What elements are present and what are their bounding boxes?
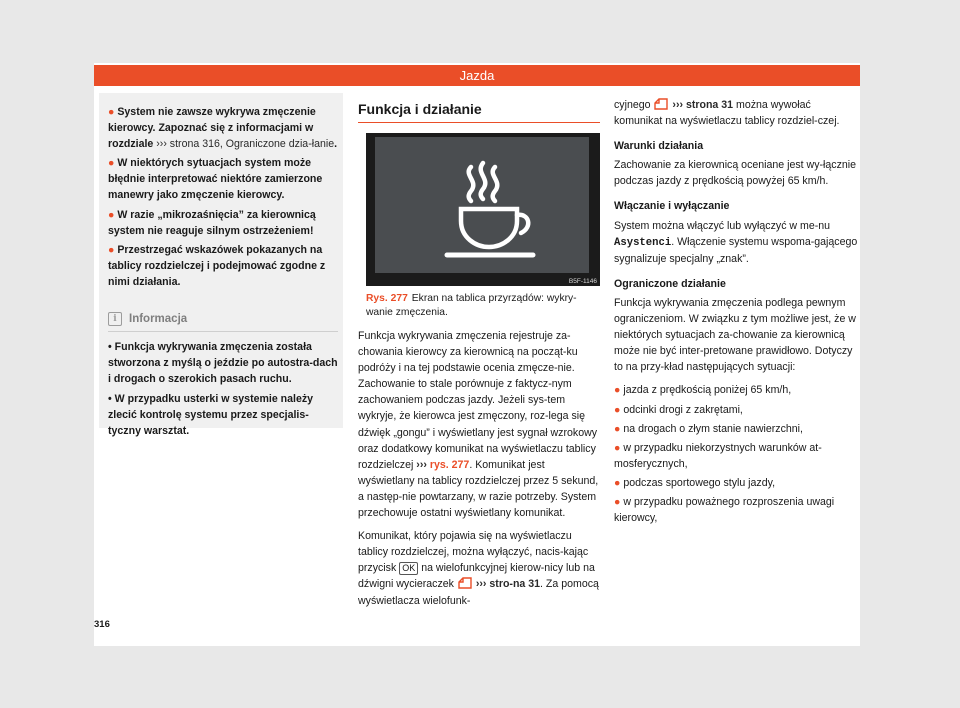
middle-text [358, 328, 602, 616]
ok-key-icon: OK [399, 562, 418, 575]
figure-code: B5F-1146 [568, 278, 597, 285]
bullet-icon: ● [108, 106, 118, 118]
info-item: • Funkcja wykrywania zmęczenia została stworzona z myślą o jeździe po autostra-dach i drogach o szerokich pasach ruchu. [108, 341, 338, 386]
paragraph: Zachowanie za kierownicą oceniane jest wy-łącznie podczas jazdy z prędkością powyżej 65 km/h. [614, 159, 857, 188]
bullet-icon: ● [614, 495, 624, 508]
bullet-icon: ● [108, 243, 118, 256]
info-icon: i [108, 312, 122, 326]
info-list [108, 339, 340, 442]
page-ref-icon [457, 577, 473, 589]
subheading: Ograniczone działanie [614, 277, 726, 290]
chapter-header: Jazda [94, 65, 860, 86]
conditions-list [614, 382, 858, 526]
figure-277 [366, 133, 600, 286]
bullet-icon: ● [614, 384, 624, 397]
page-ref-icon [653, 98, 669, 110]
bullet-icon: ● [614, 422, 624, 435]
bullet-icon: ● [108, 208, 118, 221]
page-link[interactable]: ››› strona 316, Ograniczone dzia-łanie [156, 138, 335, 151]
subheading: Włączanie i wyłączanie [614, 200, 730, 213]
list-item: ● odcinki drogi z zakrętami, [614, 403, 743, 416]
coffee-cup-icon [375, 137, 589, 273]
figure-caption: Rys. 277 Ekran na tablica przyrządów: wykry-wanie zmęczenia. [366, 293, 577, 318]
list-item: ● na drogach o złym stanie nawierzchni, [614, 422, 803, 435]
bullet-icon: ● [108, 157, 118, 170]
page-link[interactable]: ››› stro-na 31 [457, 578, 540, 590]
figure-number: Rys. 277 [366, 293, 408, 304]
section-title: Funkcja i działanie [358, 101, 482, 117]
bullet-icon: ● [614, 441, 624, 454]
list-item: ● jazda z prędkością poniżej 65 km/h, [614, 384, 792, 397]
paragraph: cyjnego ››› strona 31 można wywołać komunikat na wyświetlaczu tablicy rozdziel-czej. [614, 99, 840, 128]
manual-page [94, 63, 860, 646]
warning-item: ● W razie „mikrozaśnięcia” za kierownicą system nie reaguje silnym ostrzeżeniem! [108, 208, 316, 237]
info-title: Informacja [129, 313, 188, 325]
warning-item: ● System nie zawsze wykrywa zmęczenie kierowcy. Zapoznać się z informacjami w rozdziale ››› strona 316, Ograniczone dzia-łanie. [108, 106, 338, 151]
info-header [108, 311, 187, 327]
page-link[interactable]: ››› strona 31 [653, 99, 733, 111]
info-box [99, 303, 343, 438]
right-text [614, 97, 858, 529]
figure-link[interactable]: ››› rys. 277 [416, 458, 470, 471]
bullet-icon: ● [614, 403, 624, 416]
bullet-icon: ● [614, 476, 624, 489]
warning-list [108, 104, 340, 293]
divider [358, 122, 600, 123]
divider [108, 331, 338, 332]
info-item: • W przypadku usterki w systemie należy zlecić kontrolę systemu przez specjalis-tyczny warsztat. [108, 392, 314, 438]
list-item: ● w przypadku poważnego rozproszenia uwagi kierowcy, [614, 495, 835, 525]
warning-item: ● W niektórych sytuacjach system może błędnie interpretować niektóre zamierzone manewry jako zmęczenie kierowcy. [108, 157, 323, 202]
paragraph: Komunikat, który pojawia się na wyświetlaczu tablicy rozdzielczej, można wyłączyć, nacis-kając przycisk OK na wielofunkcyjnej kierow-nicy lub na dźwigni wycieraczek ››› stro-na 31. Za pomocą wyświetlacza wielofunk- [358, 530, 599, 607]
subheading: Warunki działania [614, 140, 704, 153]
paragraph: System można włączyć lub wyłączyć w me-nu Asystenci. Włączenie systemu wspoma-gającego sygnalizuje specjalny „znak”. [614, 219, 858, 265]
paragraph: Funkcja wykrywania zmęczenia podlega pewnym ograniczeniom. W związku z tym możliwe jest, że w niektórych sytuacjach za-chowanie za kierownicą może nie być inter-pretowane prawidłowo. Dotyczy to na przy-kład następujących sytuacji: [614, 296, 856, 374]
page-number: 316 [94, 619, 110, 630]
list-item: ● podczas sportowego stylu jazdy, [614, 476, 776, 489]
dashboard-screen [375, 137, 589, 273]
menu-name: Asystenci [614, 236, 672, 249]
list-item: ● w przypadku niekorzystnych warunków at-mosferycznych, [614, 441, 822, 470]
paragraph: Funkcja wykrywania zmęczenia rejestruje za-chowania kierowcy za kierownicą na począt-ku podróży i na tej podstawie ocenia zmęcze-nie. Zachowanie to stale porównuje z faktycz-nym zachowaniem podczas jazdy. Jeżeli sys-tem wykryje, że kierowca jest zmęczony, roz-lega się dźwięk „gongu” i wyświetlany jest sygnał wzrokowy oraz dodatkowy komunikat na wyświetlaczu tablicy rozdzielczej ››› rys. 277. Komunikat jest wyświetlany na tablicy rozdzielczej przez 5 sekund, a następ-nie powtarzany, w razie potrzeby. System przechowuje ostatni wyświetlany komunikat. [358, 330, 599, 520]
warning-item: ● Przestrzegać wskazówek pokazanych na tablicy rozdzielczej i podejmować zgodne z nimi działania. [108, 243, 326, 288]
